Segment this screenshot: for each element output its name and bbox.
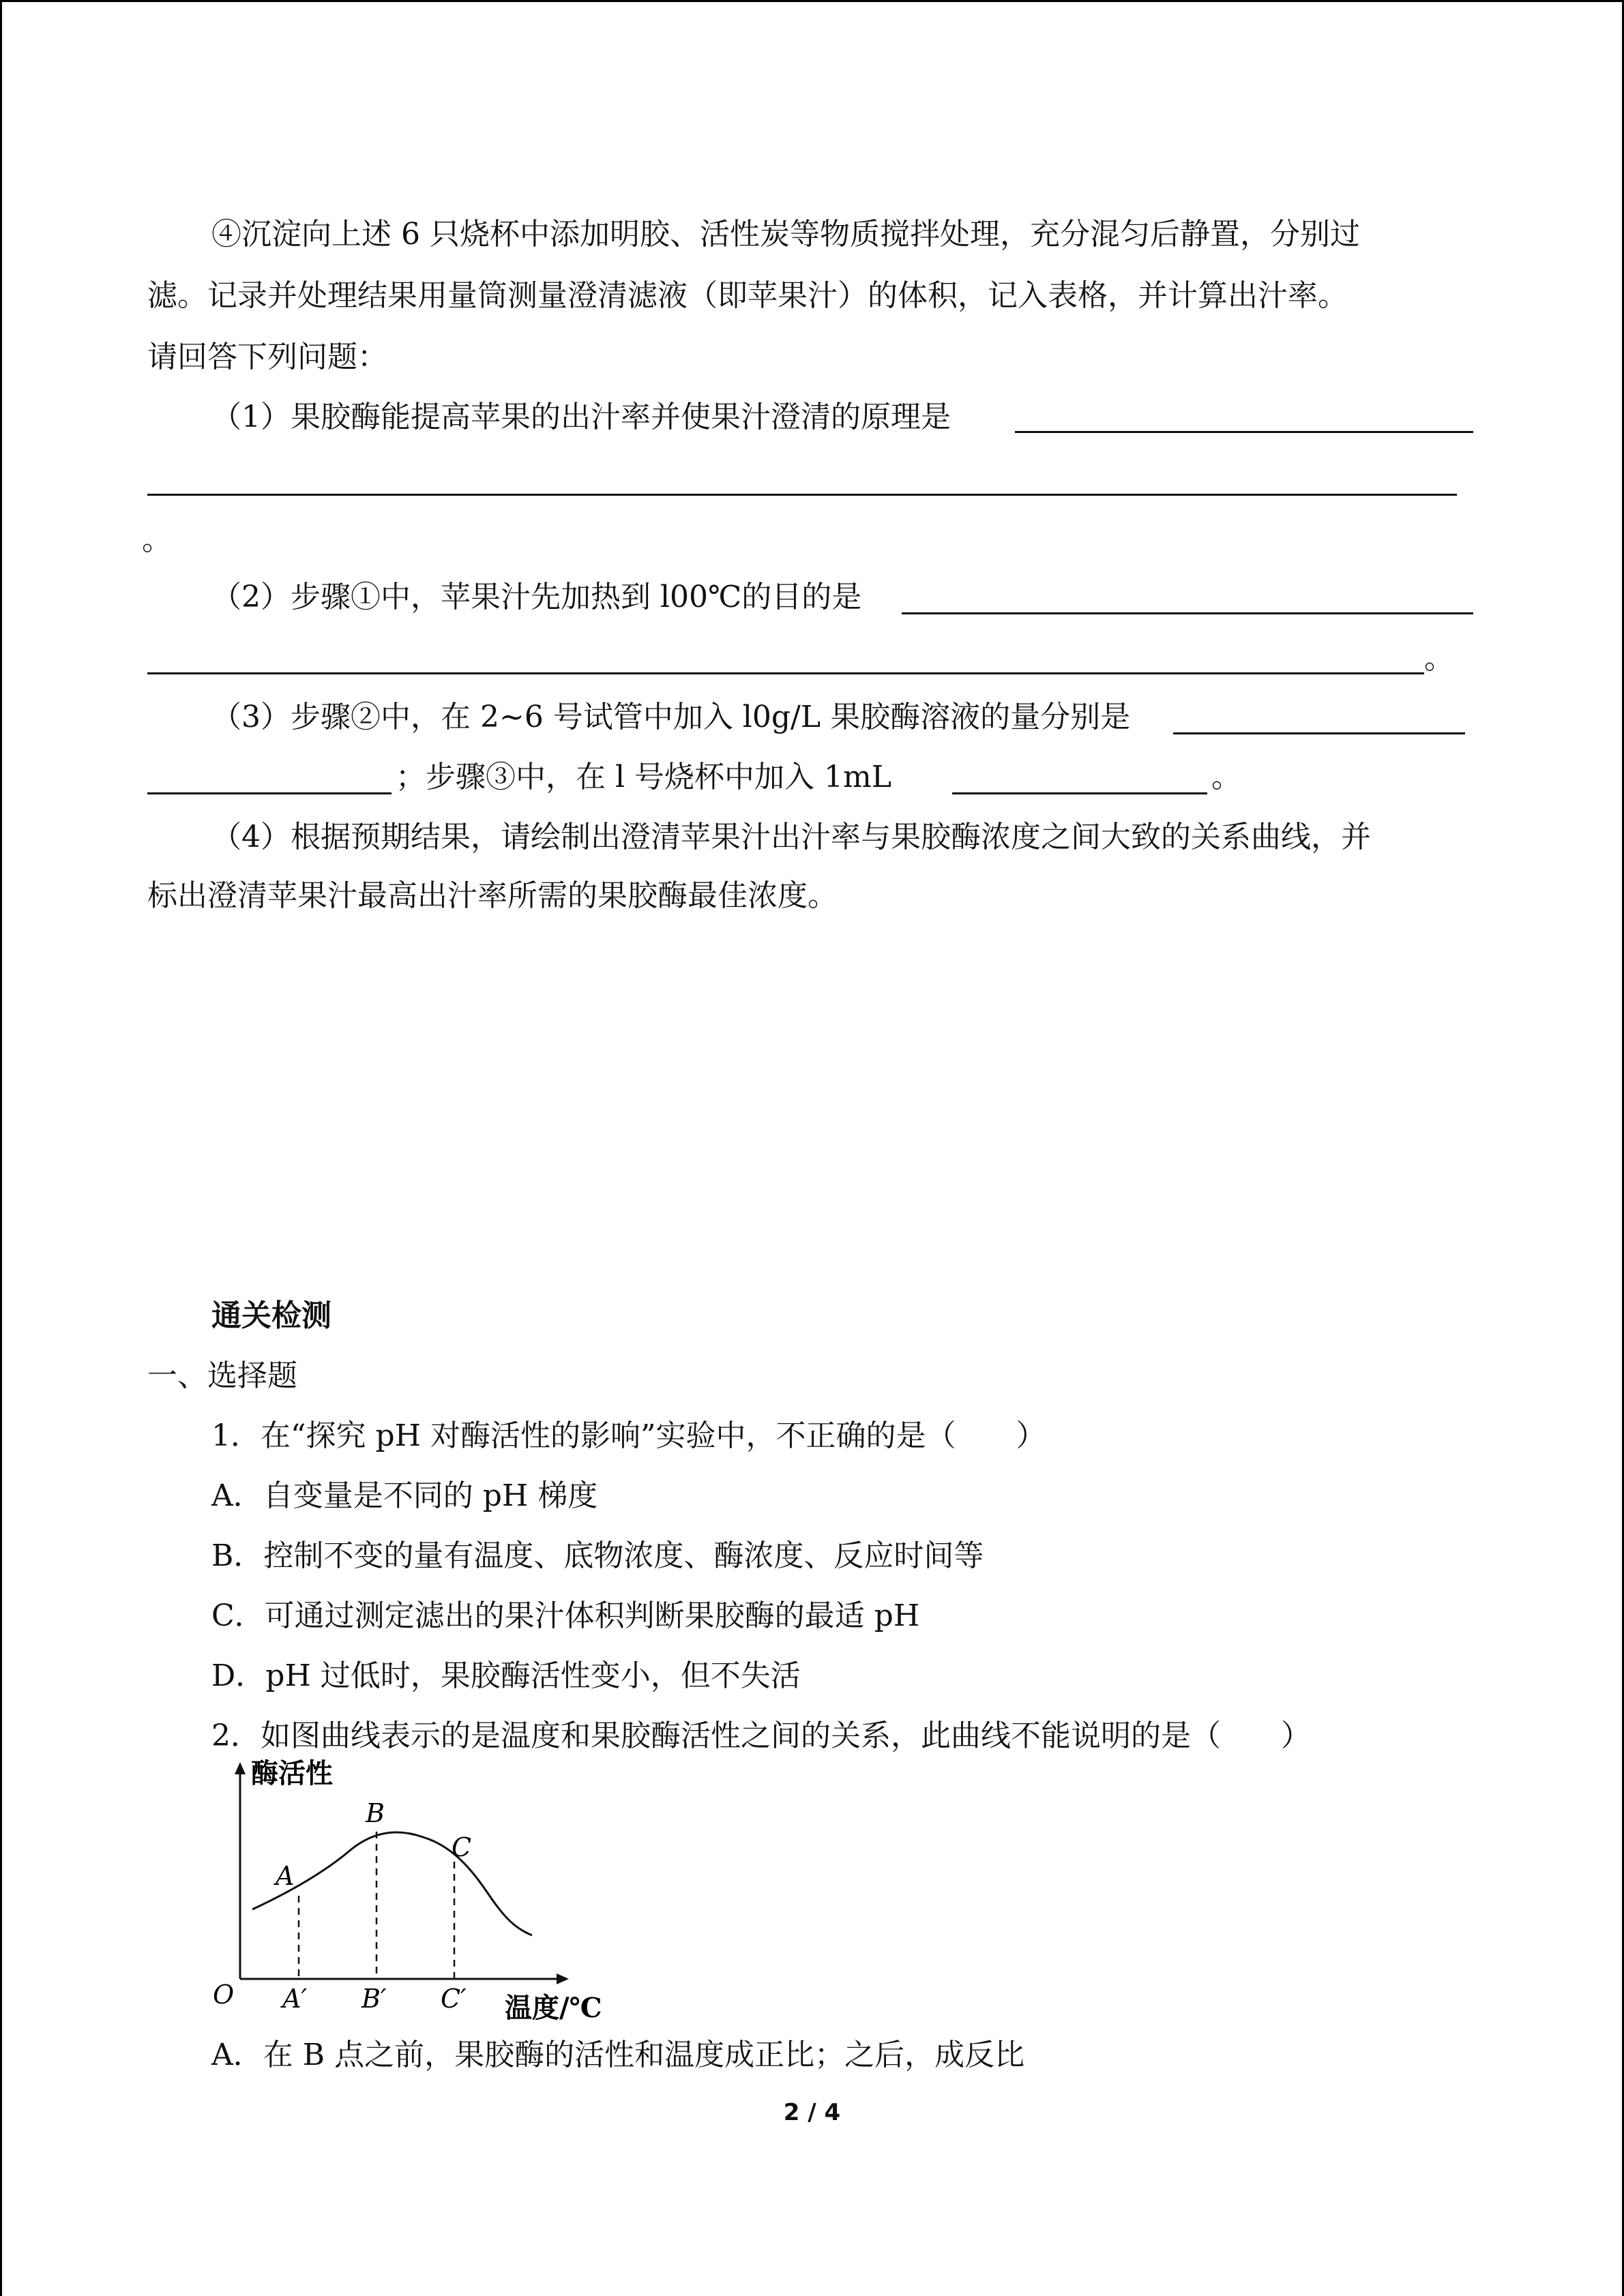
answer-blank-q1-line2[interactable] xyxy=(147,494,1457,496)
question-3-mid: ；步骤③中，在 l 号烧杯中加入 1mL xyxy=(396,760,891,794)
mc2-stem: 2．如图曲线表示的是温度和果胶酶活性之间的关系，此曲线不能说明的是（ ） xyxy=(211,1718,1311,1753)
question-3-text: （3）步骤②中，在 2~6 号试管中加入 l0g/L 果胶酶溶液的量分别是 xyxy=(211,700,1131,734)
question-2-text: （2）步骤①中，苹果汁先加热到 l00℃的目的是 xyxy=(211,580,862,614)
y-axis-label: 酶活性 xyxy=(251,1757,333,1789)
mc1-option-d: D．pH 过低时，果胶酶活性变小，但不失活 xyxy=(211,1658,801,1693)
answer-blank-q2[interactable] xyxy=(902,612,1473,614)
mc1-option-a: A．自变量是不同的 pH 梯度 xyxy=(211,1478,598,1513)
tick-b-label: B′ xyxy=(361,1984,387,2014)
point-c-label: C xyxy=(452,1832,472,1862)
mc1-option-b: B．控制不变的量有温度、底物浓度、酶浓度、反应时间等 xyxy=(211,1538,984,1573)
answer-blank-q3a[interactable] xyxy=(1173,732,1465,734)
question-1-end: 。 xyxy=(142,522,172,557)
mc1-stem: 1．在“探究 pH 对酶活性的影响”实验中，不正确的是（ ） xyxy=(211,1418,1046,1453)
question-4-line1: （4）根据预期结果，请绘制出澄清苹果汁出汁率与果胶酶浓度之间大致的关系曲线，并 xyxy=(211,820,1371,854)
answer-blank-q2-line2[interactable] xyxy=(147,672,1424,674)
section-subtitle: 一、选择题 xyxy=(147,1358,297,1393)
tick-a-label: A′ xyxy=(282,1984,308,2014)
step4-line1: ④沉淀向上述 6 只烧杯中添加明胶、活性炭等物质搅拌处理，充分混匀后静置，分别过 xyxy=(211,217,1360,252)
enzyme-activity-figure xyxy=(205,1754,628,2027)
point-a-label: A xyxy=(276,1861,295,1891)
origin-label: O xyxy=(213,1980,235,2010)
page-border xyxy=(0,0,2,2296)
x-axis-label: 温度/℃ xyxy=(505,1992,602,2024)
questions-prompt: 请回答下列问题： xyxy=(147,340,387,374)
answer-blank-q3b[interactable] xyxy=(952,792,1207,794)
x-axis-arrow xyxy=(557,1973,569,1984)
question-2-end: 。 xyxy=(1424,641,1454,676)
point-b-label: B xyxy=(366,1798,385,1828)
question-1-text: （1）果胶酶能提高苹果的出汁率并使果汁澄清的原理是 xyxy=(211,400,951,434)
page-border xyxy=(0,0,1624,2)
y-axis-arrow xyxy=(235,1762,246,1774)
tick-c-label: C′ xyxy=(441,1984,467,2014)
mc2-option-a: A．在 B 点之前，果胶酶的活性和温度成正比；之后，成反比 xyxy=(211,2038,1025,2072)
activity-curve xyxy=(252,1832,532,1935)
question-3-end: 。 xyxy=(1211,760,1241,794)
answer-blank-q3a-line2[interactable] xyxy=(147,792,392,794)
question-4-line2: 标出澄清苹果汁最高出汁率所需的果胶酶最佳浓度。 xyxy=(147,878,838,913)
step4-line2: 滤。记录并处理结果用量筒测量澄清滤液（即苹果汁）的体积，记入表格，并计算出汁率。 xyxy=(147,278,1348,313)
mc1-option-c: C．可通过测定滤出的果汁体积判断果胶酶的最适 pH xyxy=(211,1598,920,1633)
answer-blank-q1[interactable] xyxy=(1015,431,1473,433)
page-number: 2 / 4 xyxy=(783,2099,841,2126)
section-title: 通关检测 xyxy=(211,1298,331,1333)
